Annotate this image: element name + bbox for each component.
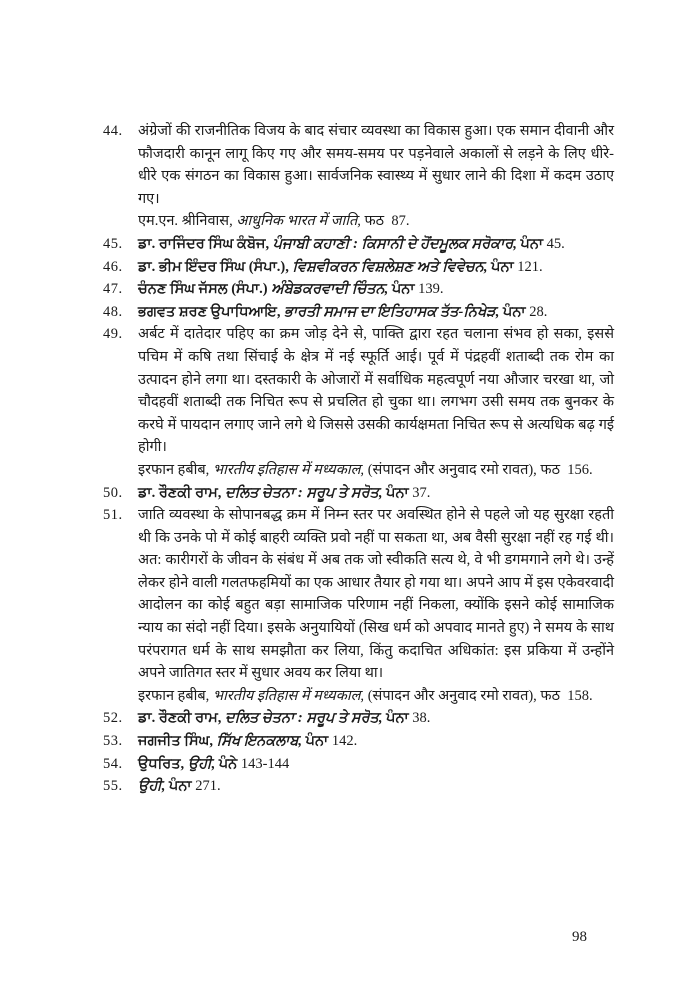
note-citation (138, 256, 614, 279)
text-run: ਉਧਰਿਤ, (138, 755, 188, 772)
endnote-item (103, 775, 614, 798)
endnote-item (103, 482, 614, 505)
endnote-number: 51. (103, 507, 123, 524)
text-run: ਸਿੱਖ ਇਨਕਲਾਬ, (216, 733, 302, 750)
endnote-item (103, 504, 618, 707)
text-run: ਜਗਜੀਤ ਸਿੰਘ, (138, 733, 217, 750)
note-citation (138, 301, 614, 324)
text-run: ਉਹੀ, (138, 778, 166, 795)
text-run: जाति व्यवस्था के सोपानबद्ध क्रम में निम्न स्तर पर अवस्थित होने से पहले जो यह सुरक्षा रहती थी कि उनके पो में कोई बाहरी व्यक्ति प्रवो नहीं पा सकता था, अब वैसी सुरक्षा नहीं रह गई थी। अत: कारीगरों के जीवन के संबंध में अब तक जो स्वीकति सत्य थे, वे भी डगमगाने लगे थे। उन्हें लेकर होने वाली गलतफहमियों का एक आधार तैयार हो गया था। अपने आप में इस एकेवरवादी आदोलन का कोई बहुत बड़ा सामाजिक परिणाम नहीं निकला, क्योंकि इसने कोई सामाजिक न्याय का संदो नहीं दिया। इसके अनुयायियों (सिख धर्म को अपवाद मानते हुए) ने समय के साथ परंपरागत धर्म के साथ समझौता कर लिया, किंतु कदाचित अधिकांत: इस प्रकिया में उन्होंने अपने जातिगत स्तर में सुधार अवय कर लिया था। (138, 507, 618, 682)
endnote-body (138, 707, 614, 730)
text-run: ਪੰਨੇ (215, 755, 241, 772)
endnote-number: 48. (103, 303, 123, 320)
note-citation (138, 482, 614, 505)
endnote-number: 53. (103, 733, 123, 750)
page-number: 98 (572, 929, 587, 945)
note-citation (138, 233, 614, 256)
endnote-body (138, 233, 614, 256)
endnote-item (103, 256, 614, 279)
endnote-body (138, 323, 618, 481)
text-run: ਵਿਸ਼ਵੀਕਰਨ ਵਿਸ਼ਲੇਸ਼ਣ ਅਤੇ ਵਿਵੇਚਨ, (292, 258, 488, 275)
endnote-number: 52. (103, 710, 123, 727)
endnote-number: 47. (103, 281, 123, 298)
text-run: ਭਾਰਤੀ ਸਮਾਜ ਦਾ ਇਤਿਹਾਸਕ ਤੱਤ-ਨਿਖੇੜ, (284, 303, 500, 320)
text-run: इरफान हबीब, (138, 461, 213, 478)
note-citation (138, 753, 614, 776)
endnote-number: 54. (103, 755, 123, 772)
text-run: 45. (546, 235, 565, 252)
endnote-body (138, 120, 618, 233)
text-run: 121. (517, 258, 543, 275)
text-run: ਡਾ. ਭੀਮ ਇੰਦਰ ਸਿੰਘ (ਸੰਪਾ.), (138, 258, 293, 275)
endnote-body (138, 504, 618, 707)
text-run: भारतीय इतिहास में मध्यकाल, (212, 461, 365, 478)
text-run: 37. (412, 484, 431, 501)
text-run: ਦਲਿਤ ਚੇਤਨਾ : ਸਰੂਪ ਤੇ ਸਰੋਤ, (225, 484, 383, 501)
text-run: ਅੰਬੇਡਕਰਵਾਦੀ ਚਿੰਤਨ, (271, 281, 389, 298)
text-run: ਪੰਨਾ (302, 733, 332, 750)
endnote-item (103, 120, 618, 233)
note-paragraph (138, 120, 618, 210)
text-run: इरफान हबीब, (138, 687, 213, 704)
text-run: ਉਹੀ, (187, 755, 216, 772)
note-paragraph (138, 504, 618, 685)
endnote-number: 45. (103, 235, 123, 252)
endnote-item (103, 278, 614, 301)
text-run: ਪੰਨਾ (487, 258, 518, 275)
endnote-item (103, 233, 614, 256)
text-run: 142. (331, 733, 358, 750)
text-run: फठ 87. (360, 213, 410, 230)
text-run: आधुनिक भारत में जाति, (236, 213, 361, 230)
text-run: ਪੰਨਾ (382, 710, 413, 727)
text-run: ਚੰਨਣ ਸਿੰਘ ਜੱਸਲ (ਸੰਪਾ.) (138, 281, 272, 298)
endnotes-list (103, 120, 618, 798)
text-run: 143-144 (240, 755, 290, 772)
endnote-body (138, 256, 614, 279)
note-citation (138, 210, 614, 233)
text-run: भारतीय इतिहास में मध्यकाल, (212, 687, 365, 704)
note-citation (138, 707, 614, 730)
note-citation (138, 685, 614, 708)
endnote-number: 44. (103, 123, 123, 139)
note-citation (138, 278, 614, 301)
text-run: ਪੰਨਾ (382, 484, 413, 501)
text-run: ਦਲਿਤ ਚੇਤਨਾ : ਸਰੂਪ ਤੇ ਸਰੋਤ, (225, 710, 383, 727)
text-run: अंग्रेजों की राजनीतिक विजय के बाद संचार व्यवस्था का विकास हुआ। एक समान दीवानी और फौजदारी कानून लागू किए गए और समय-समय पर पड़नेवाले अकालों से लड़ने के लिए धीरे-धीरे एक संगठन का विकास हुआ। सार्वजनिक स्वास्थ्य में सुधार लाने की दिशा में कदम उठाए गए। (138, 123, 618, 207)
text-run: 28. (529, 303, 548, 320)
text-run: ਡਾ. ਰੌਣਕੀ ਰਾਮ, (138, 484, 226, 501)
text-run: ਪੰਨਾ (516, 235, 547, 252)
note-citation (138, 775, 614, 798)
endnote-body (138, 482, 614, 505)
endnote-item (103, 323, 618, 481)
endnote-item (103, 730, 614, 753)
text-run: ਪੰਨਾ (165, 778, 196, 795)
text-run: ਭਗਵਤ ਸ਼ਰਣ ਉਪਾਧਿਆਇ, (138, 303, 285, 320)
endnote-number: 46. (103, 258, 123, 275)
note-citation (138, 459, 614, 482)
endnote-item (103, 753, 614, 776)
text-run: ਪੰਨਾ (499, 303, 530, 320)
text-run: अर्बट में दातेदार पहिए का क्रम जोड़ देने से, पाक्ति द्वारा रहत चलाना संभव हो सका, इससे पचिम में कषि तथा सिंचाई के क्षेत्र में नई स्फूर्ति आई। पूर्व में पंद्रहवीं शताब्दी तक रोम का उत्पादन होने लगा था। दस्तकारी के ओजारों में सर्वाधिक महत्वपूर्ण नया औजार चरखा था, जो चौदहवीं शताब्दी तक निचित रूप से प्रचलित हो चुका था। लगभग उसी समय तक बुनकर के करघे में पायदान लगाए जाने लगे थे जिससे उसकी कार्यक्षमता निचित रूप से अत्यधिक बढ़ गई होगी। (138, 326, 618, 456)
text-run: ਡਾ. ਰਾਜਿੰਦਰ ਸਿੰਘ ਕੰਬੋਜ, (138, 235, 273, 252)
text-run: एम.एन. श्रीनिवास, (138, 213, 237, 230)
endnote-body (138, 278, 614, 301)
text-run: ਡਾ. ਰੌਣਕੀ ਰਾਮ, (138, 710, 226, 727)
endnote-body (138, 730, 614, 753)
text-run: ਪੰਜਾਬੀ ਕਹਾਣੀ : ਕਿਸਾਨੀ ਦੇ ਹੋਂਦਮੂਲਕ ਸਰੋਕਾਰ, (272, 235, 517, 252)
text-run: 38. (412, 710, 431, 727)
text-run: ਪੰਨਾ (388, 281, 419, 298)
endnote-body (138, 775, 614, 798)
text-run: (संपादन और अनुवाद रमो रावत), फठ 158. (364, 687, 593, 704)
endnote-number: 49. (103, 326, 123, 343)
text-run: 139. (418, 281, 444, 298)
endnote-number: 50. (103, 484, 123, 501)
endnote-item (103, 707, 614, 730)
text-run: 271. (195, 778, 221, 795)
note-citation (138, 730, 614, 753)
endnote-body (138, 301, 614, 324)
endnote-body (138, 753, 614, 776)
endnote-number: 55. (103, 778, 123, 795)
endnote-item (103, 301, 614, 324)
text-run: (संपादन और अनुवाद रमो रावत), फठ 156. (364, 461, 593, 478)
note-paragraph (138, 323, 618, 459)
